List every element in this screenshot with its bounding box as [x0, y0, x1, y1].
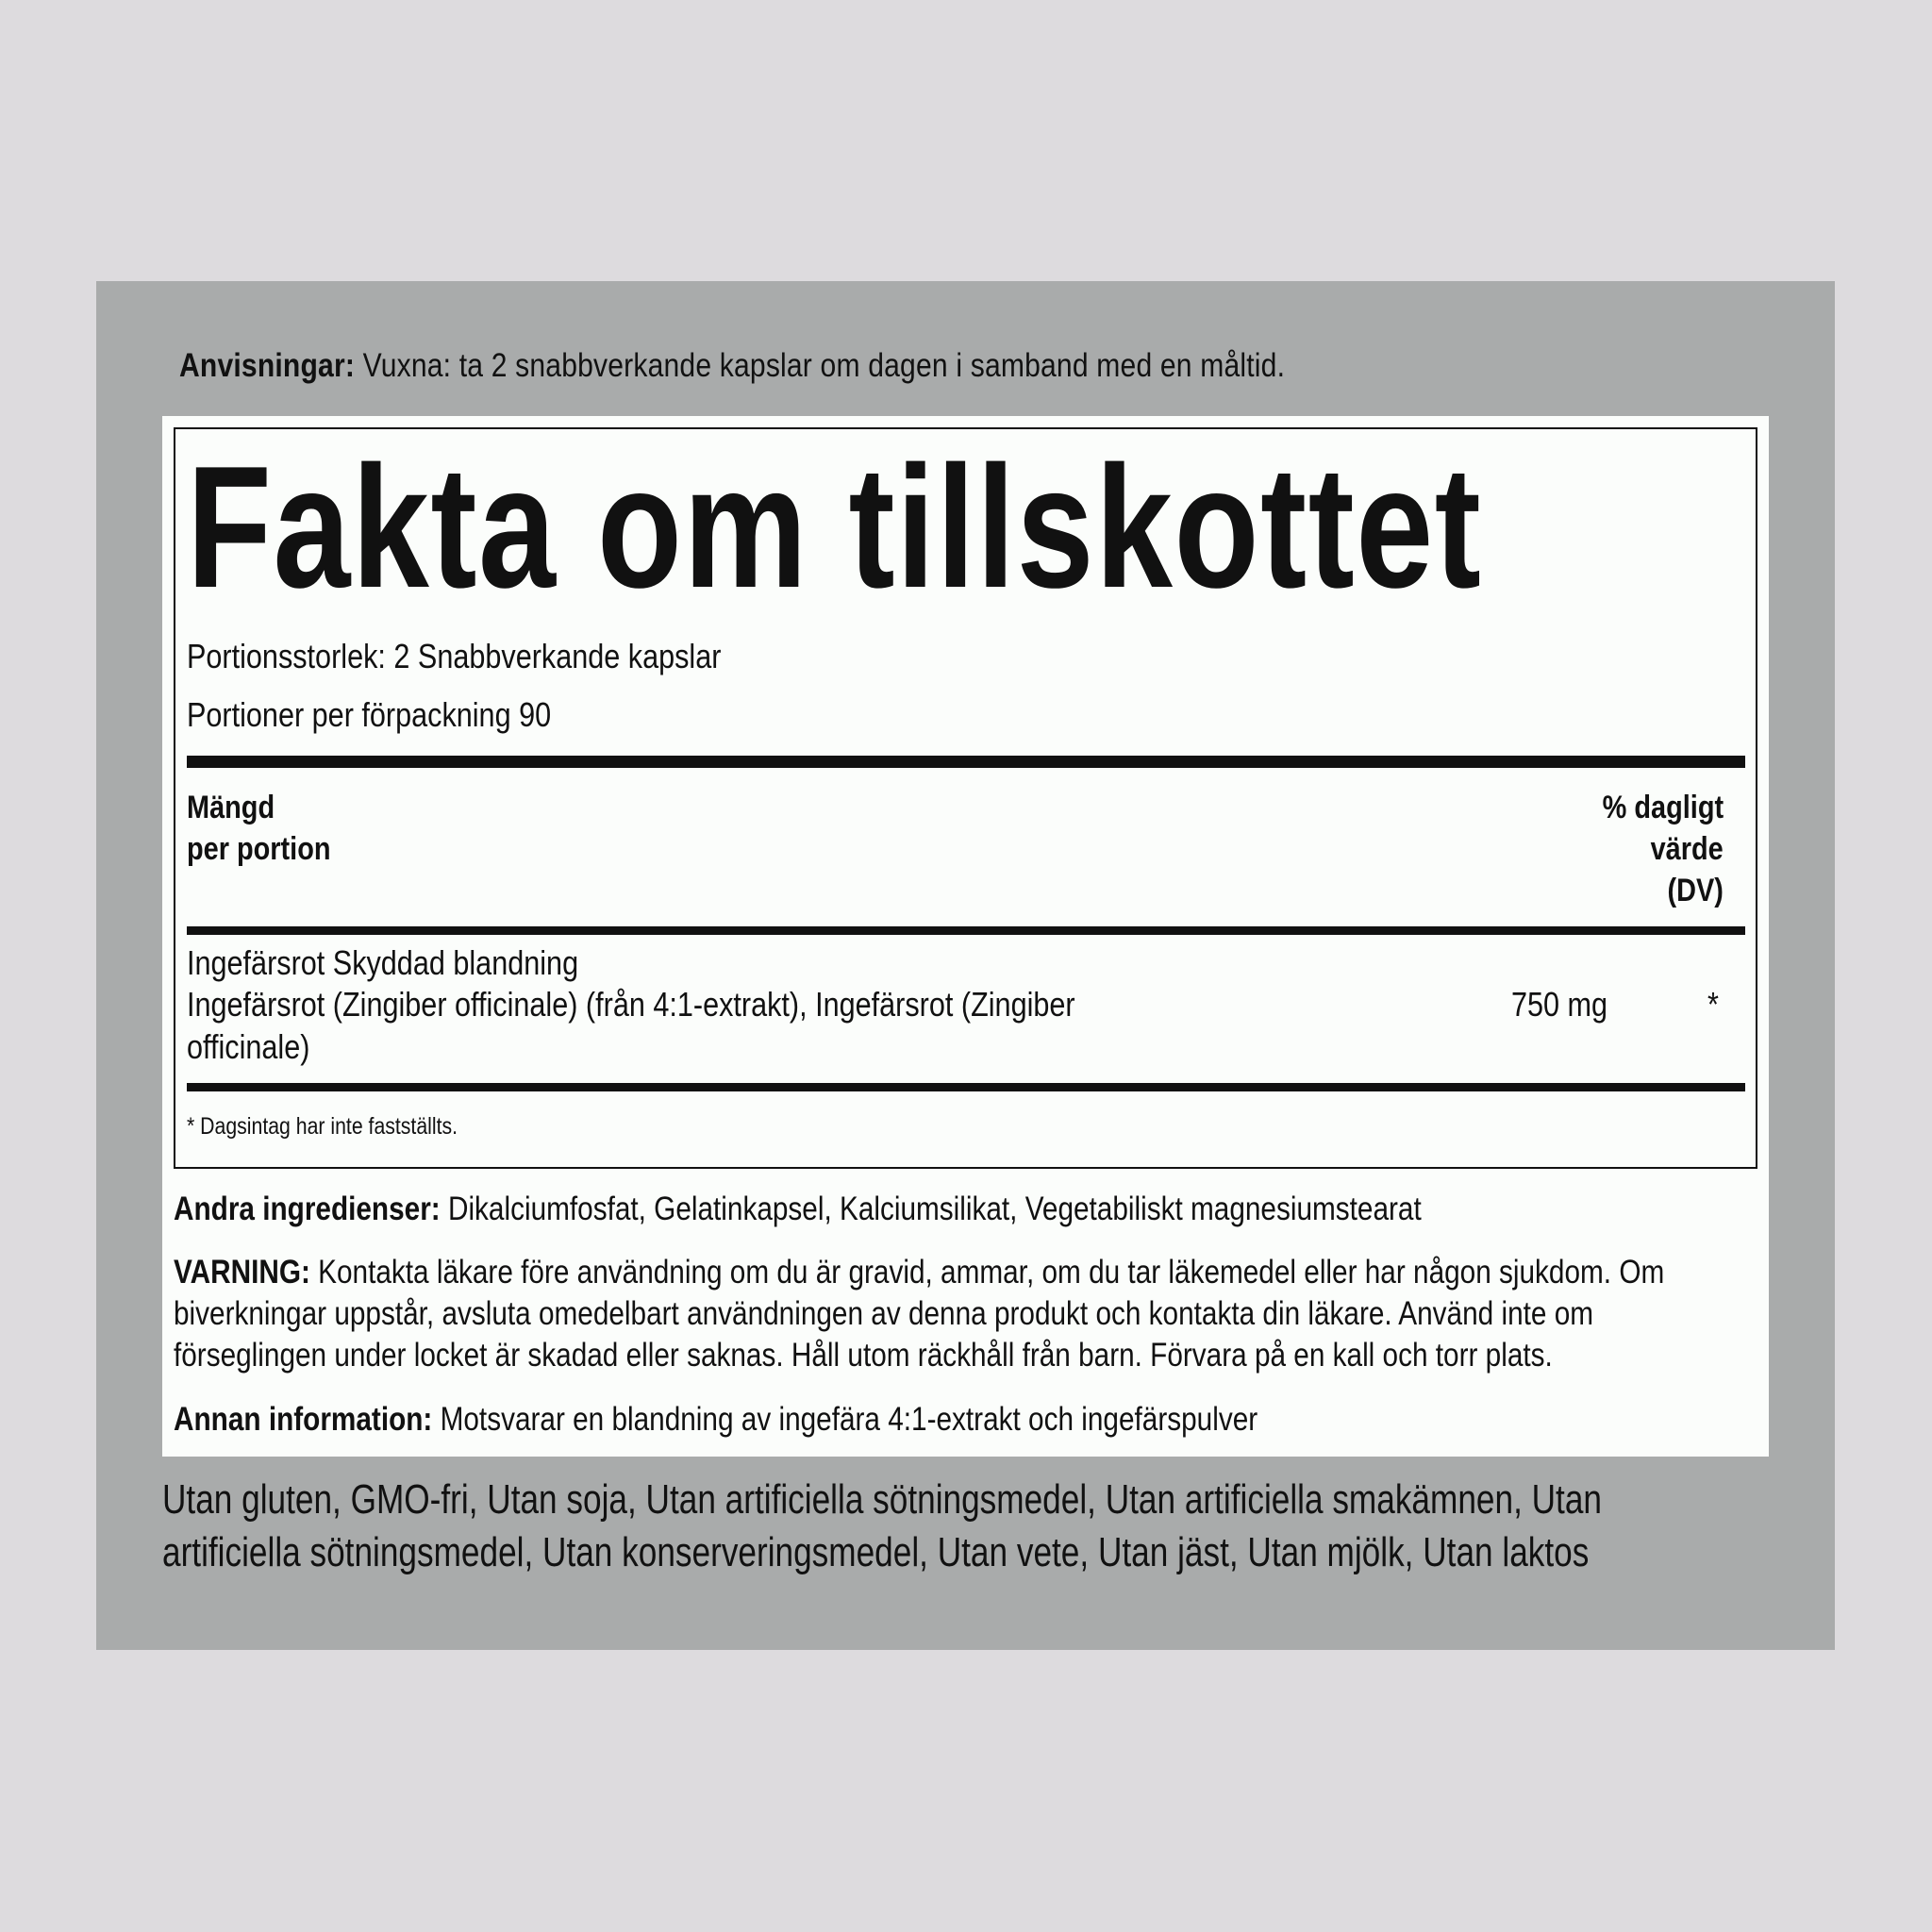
free-from-line1: Utan gluten, GMO-fri, Utan soja, Utan artificiella sötningsmedel, Utan artificiella smakämnen, Utan [162, 1476, 1602, 1523]
other-ingredients-label: Andra ingredienser: [174, 1191, 441, 1227]
ingredient-detail-line2: officinale) [187, 1027, 310, 1066]
ingredient-amount: 750 mg [1511, 985, 1608, 1024]
serving-size: Portionsstorlek: 2 Snabbverkande kapslar [187, 637, 722, 675]
servings-per-container: Portioner per förpackning 90 [187, 695, 552, 734]
warning-line1: Kontakta läkare före användning om du är gravid, ammar, om du tar läkemedel eller har någon sjukdom. Om [309, 1254, 1665, 1291]
warning-label: VARNING: [174, 1254, 310, 1291]
other-info-text: Motsvarar en blandning av ingefära 4:1-extrakt och ingefärspulver [432, 1401, 1258, 1438]
other-ingredients [174, 1189, 1761, 1230]
directions-body: Vuxna: ta 2 snabbverkande kapslar om dagen i samband med en måltid. [355, 347, 1286, 384]
ingredient-detail-line1: Ingefärsrot (Zingiber officinale) (från 4:1-extrakt), Ingefärsrot (Zingiber [187, 985, 1075, 1024]
warning-line2: biverkningar uppstår, avsluta omedelbart användningen av denna produkt och kontakta din läkare. Använd inte om [174, 1295, 1594, 1332]
divider-header [187, 926, 1745, 935]
warning-text [174, 1252, 1761, 1376]
header-amount-line1: Mängd [187, 790, 275, 825]
supplement-facts-title: Fakta om tillskottet [187, 429, 1483, 624]
header-dv-line1: % dagligt [1602, 790, 1724, 825]
other-info-label: Annan information: [174, 1401, 433, 1438]
other-information [174, 1399, 1761, 1441]
header-amount-line2: per portion [187, 831, 331, 867]
divider-bottom [187, 1083, 1745, 1091]
other-ingredients-text: Dikalciumfosfat, Gelatinkapsel, Kalciumsilikat, Vegetabiliskt magnesiumstearat [440, 1191, 1422, 1227]
ingredient-name: Ingefärsrot Skyddad blandning [187, 943, 579, 982]
ingredient-dv: * [1707, 985, 1719, 1024]
directions-label: Anvisningar: [179, 347, 356, 384]
free-from-line2: artificiella sötningsmedel, Utan konserveringsmedel, Utan vete, Utan jäst, Utan mjölk, Utan laktos [162, 1529, 1590, 1575]
directions-text [179, 344, 1591, 388]
header-dv-line2: värde [1650, 831, 1724, 867]
free-from-claims [162, 1474, 1785, 1579]
thick-divider-top [187, 756, 1745, 768]
header-dv-line3: (DV) [1667, 873, 1724, 908]
warning-line3: förseglingen under locket är skadad eller saknas. Håll utom räckhåll från barn. Förvara på en kall och torr plats. [174, 1337, 1553, 1374]
footnote: * Dagsintag har inte fastställts. [187, 1113, 458, 1140]
